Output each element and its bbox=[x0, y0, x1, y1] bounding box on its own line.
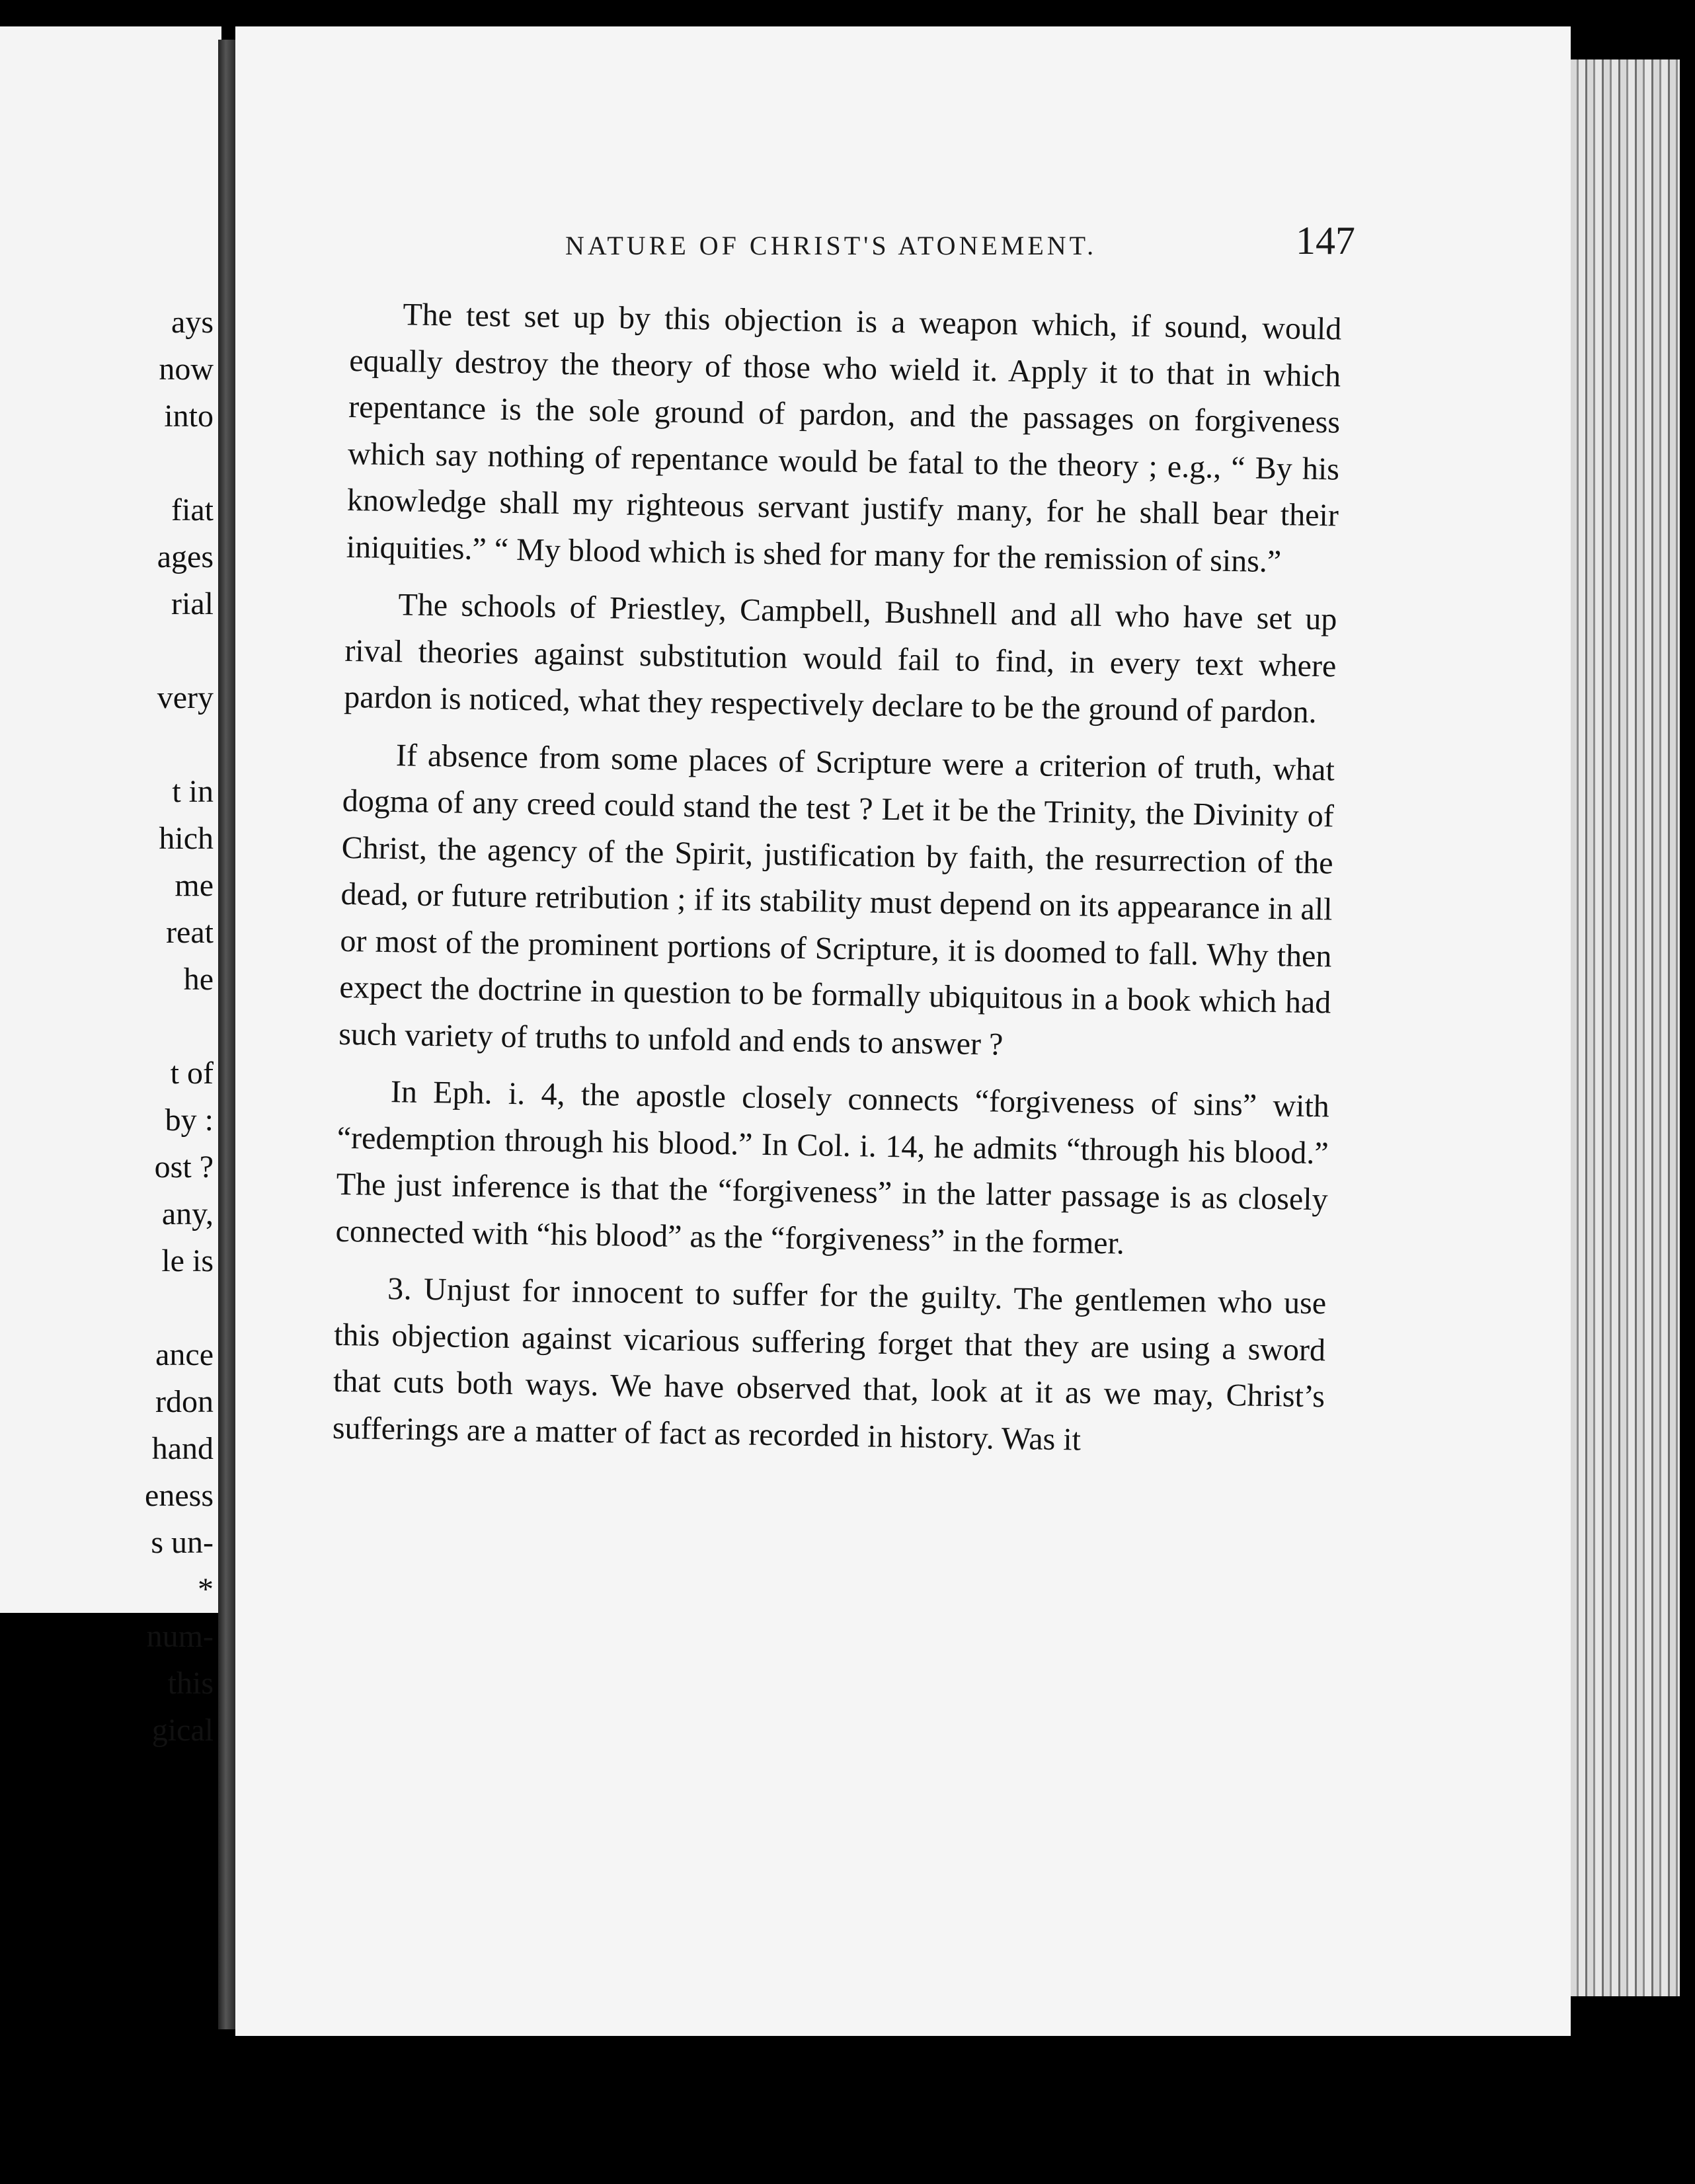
page-header bbox=[324, 218, 1355, 271]
left-page-line-fragment: fiat bbox=[171, 492, 214, 527]
left-page-line-fragment: reat bbox=[166, 915, 214, 950]
running-title: NATURE OF CHRIST'S ATONEMENT. bbox=[565, 231, 1097, 260]
page-number: 147 bbox=[1296, 219, 1355, 262]
left-page-line-fragment: * bbox=[198, 1572, 214, 1607]
left-page-line-fragment: by : bbox=[165, 1103, 214, 1138]
paragraph: In Eph. i. 4, the apostle closely connects “forgiveness of sins” with “redemption through his blood.” In Col. i. 14, he admits “through his blood.” The just inference is that the “forgiveness” in the latter passage is as closely connected with “his blood” as the “forgiveness” in the former. bbox=[335, 1074, 1330, 1261]
page-edge-stack bbox=[1571, 59, 1680, 1996]
left-page-line-fragment: gical bbox=[151, 1713, 214, 1748]
left-page-line-fragment: le is bbox=[161, 1243, 214, 1278]
left-page-line-fragment: s un- bbox=[151, 1525, 214, 1560]
left-page-line-fragment: rdon bbox=[155, 1384, 214, 1419]
left-page-line-fragment: t in bbox=[172, 774, 214, 809]
paragraph: If absence from some places of Scripture were a criterion of truth, what dogma of any creed could stand the test ? Let it be the Trinity, the Divinity of Christ, the agency of the Spirit, justification by faith, the resurrection of the dead, or future retribution ; if its stability must depend on its appearance in all or most of the prominent portions of Scripture, it is doomed to fall. Why then expect the doctrine in question to be formally ubiquitous in a book which had such variety of truths to unfold and ends to answer ? bbox=[338, 737, 1335, 1062]
left-page-line-fragment: very bbox=[157, 680, 214, 715]
left-page-line-fragment: ost ? bbox=[154, 1150, 214, 1185]
page-body bbox=[332, 291, 1342, 1477]
left-page-line-fragment: t of bbox=[170, 1056, 214, 1091]
left-page-line-fragment: eness bbox=[145, 1478, 214, 1513]
left-page-line-fragment: rial bbox=[171, 586, 214, 621]
left-page-line-fragment: any, bbox=[161, 1196, 214, 1231]
left-page-line-fragment: ages bbox=[157, 539, 214, 574]
left-facing-page bbox=[0, 26, 221, 1748]
left-page-line-fragment: num- bbox=[146, 1619, 214, 1654]
section-text: The gentlemen who use this objection against vicarious suffering forget that they are using a sword that cuts both ways. We have observed that, look at it as we may, Christ’s sufferings are a matter of fact as recorded in history. Was it bbox=[332, 1280, 1327, 1458]
left-page-line-fragment: ays bbox=[171, 305, 214, 340]
left-page-line-fragment: hand bbox=[151, 1431, 214, 1466]
paragraph: The schools of Priestley, Campbell, Bushnell and all who have set up rival theories against substitution would fail to find, in every text where pardon is noticed, what they respectively declare to be the ground of pardon. bbox=[343, 587, 1337, 730]
book-gutter bbox=[218, 40, 235, 2029]
section-paragraph bbox=[332, 1265, 1326, 1467]
left-page-line-fragments bbox=[2, 26, 214, 1748]
left-page-line-fragment: ance bbox=[155, 1337, 214, 1372]
left-page-line-fragment: hich bbox=[159, 821, 214, 856]
left-page-line-fragment: into bbox=[164, 399, 214, 434]
section-heading: 3. Unjust for innocent to suffer for the guilty. bbox=[387, 1271, 1004, 1316]
paragraph: The test set up by this objection is a weapon which, if sound, would equally destroy the theory of those who wield it. Apply it to that in which repentance is the sole ground of pardon, and the passages on forgiveness which say nothing of repentance would be fatal to the theory ; e.g., “ By his knowledge shall my righteous servant justify many, for he shall bear their iniquities.” “ My blood which is shed for many for the remission of sins.” bbox=[346, 297, 1342, 579]
left-page-line-fragment: he bbox=[183, 962, 214, 997]
left-page-line-fragment: now bbox=[159, 352, 214, 387]
left-page-line-fragment: this bbox=[167, 1666, 214, 1701]
left-page-line-fragment: me bbox=[175, 868, 214, 903]
